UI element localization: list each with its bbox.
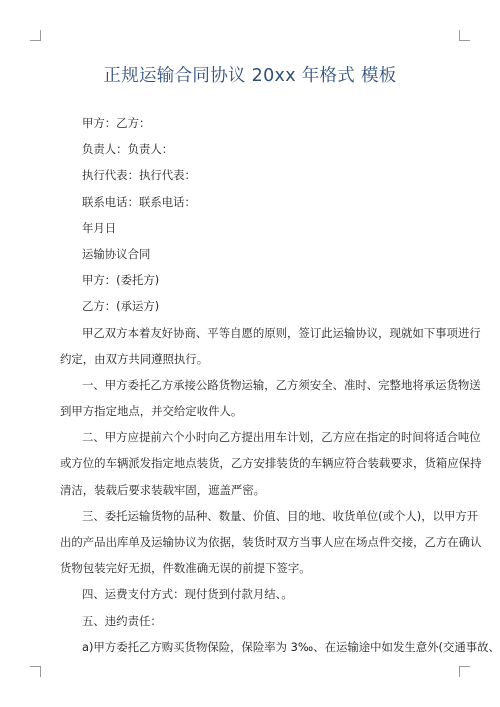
body-line: 联系电话：联系电话： bbox=[82, 194, 196, 209]
body-line: 约定，由双方共同遵照执行。 bbox=[60, 351, 209, 366]
body-line: 三、委托运输货物的品种、数量、价值、目的地、收货单位(或个人)，以甲方开 bbox=[82, 508, 479, 523]
body-line: 负责人：负责人： bbox=[82, 142, 174, 157]
body-line: 五、违约责任： bbox=[82, 613, 162, 628]
crop-mark-bottom-left bbox=[30, 666, 41, 677]
body-line: 四、运费支付方式：现付货到付款月结、。 bbox=[82, 587, 293, 602]
body-line: 一、甲方委托乙方承接公路货物运输，乙方须安全、准时、完整地将承运货物送 bbox=[82, 377, 481, 392]
body-line: 或方位的车辆派发指定地点装货，乙方安排装货的车辆应符合装载要求，货箱应保持 bbox=[60, 456, 482, 471]
crop-mark-top-left bbox=[30, 30, 41, 41]
document-body bbox=[60, 110, 500, 660]
body-line: 甲方：乙方： bbox=[82, 116, 151, 130]
crop-mark-top-right bbox=[459, 30, 470, 41]
body-line: 清洁，装载后要求装载牢固，遮盖严密。 bbox=[60, 482, 266, 497]
body-line: 年月日 bbox=[82, 220, 117, 235]
body-line: 二、甲方应提前六个小时向乙方提出用车计划，乙方应在指定的时间将适合吨位 bbox=[82, 430, 481, 445]
body-line: 甲方：(委托方) bbox=[82, 273, 160, 288]
body-line: 甲乙双方本着友好协商、平等自愿的原则，签订此运输协议，现就如下事项进行 bbox=[82, 325, 481, 340]
document-title: 正规运输合同协议 20xx 年格式 模板 bbox=[103, 66, 397, 86]
crop-mark-bottom-right bbox=[459, 666, 470, 677]
body-line: 到甲方指定地点，并交给定收件人。 bbox=[60, 404, 243, 419]
body-line: 货物包装完好无损，件数准确无误的前提下签字。 bbox=[60, 561, 311, 576]
body-line: a)甲方委托乙方购买货物保险，保险率为 3‰、在运输途中如发生意外(交通事故、 bbox=[82, 639, 500, 654]
body-line: 运输协议合同 bbox=[82, 246, 151, 261]
body-line: 出的产品出库单及运输协议为依据，装货时双方当事人应在场点件交接，乙方在确认 bbox=[60, 535, 482, 549]
body-line: 乙方：(承运方) bbox=[82, 299, 160, 314]
body-line: 执行代表：执行代表： bbox=[82, 168, 196, 183]
